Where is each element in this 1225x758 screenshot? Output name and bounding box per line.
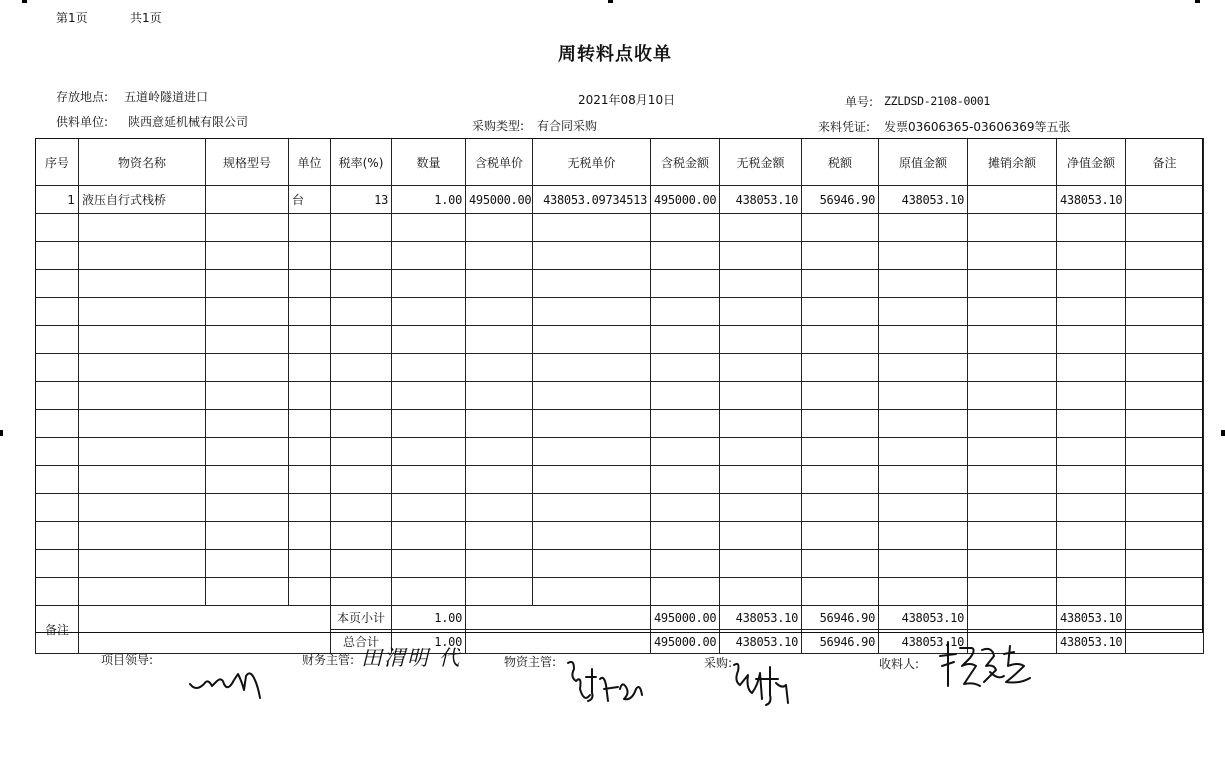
column-header: 单位	[289, 139, 331, 186]
cell-spec	[206, 186, 289, 214]
remarks-value	[79, 606, 331, 654]
column-header: 数量	[392, 139, 466, 186]
cell-tax-rate: 13	[331, 186, 392, 214]
table-row	[36, 522, 1204, 550]
subtotal-quantity: 1.00	[392, 606, 466, 630]
cell-tax-excl-amount: 438053.10	[720, 186, 802, 214]
table-row	[36, 494, 1204, 522]
supplier-label: 供料单位:	[56, 115, 109, 129]
column-header: 无税单价	[533, 139, 651, 186]
cell-tax-excl-price: 438053.09734513	[533, 186, 651, 214]
table-row	[36, 326, 1204, 354]
cell-material-name: 液压自行式栈桥	[79, 186, 206, 214]
location-label: 存放地点:	[56, 90, 109, 104]
project-leader-label: 项目领导:	[101, 653, 154, 667]
column-header: 含税单价	[466, 139, 533, 186]
cell-tax-incl-price: 495000.00	[466, 186, 533, 214]
table-header-row	[36, 139, 1204, 186]
purchase-label: 采购:	[704, 656, 733, 670]
scan-edge-mark	[22, 0, 27, 3]
column-header: 无税金额	[720, 139, 802, 186]
subtotal-original-value: 438053.10	[879, 606, 968, 630]
document-date: 2021年08月10日	[578, 93, 676, 107]
table-row	[36, 438, 1204, 466]
subtotal-net-value: 438053.10	[1057, 606, 1126, 630]
table-row	[36, 466, 1204, 494]
order-number: ZZLDSD-2108-0001	[884, 94, 990, 108]
total-tax-incl-amount: 495000.00	[651, 630, 720, 654]
location-value: 五道岭隧道进口	[124, 90, 209, 104]
cell-remark	[1126, 186, 1204, 214]
cell-unit: 台	[289, 186, 331, 214]
voucher-value: 发票03606365-03606369等五张	[884, 120, 1071, 134]
column-header: 备注	[1126, 139, 1204, 186]
cell-index: 1	[36, 186, 79, 214]
table-row	[36, 242, 1204, 270]
column-header: 税率(%)	[331, 139, 392, 186]
subtotal-tax-incl-amount: 495000.00	[651, 606, 720, 630]
remarks-label: 备注	[36, 606, 79, 654]
table-row	[36, 186, 1204, 214]
scan-edge-mark	[608, 0, 613, 3]
finance-label: 财务主管:	[302, 653, 355, 667]
purchase-signature	[726, 655, 796, 710]
table-row	[36, 354, 1204, 382]
total-label: 总合计	[331, 630, 392, 654]
voucher-label: 来料凭证:	[818, 120, 871, 134]
receiver-signature	[934, 636, 1034, 696]
cell-tax-incl-amount: 495000.00	[651, 186, 720, 214]
subtotal-tax-excl-amount: 438053.10	[720, 606, 802, 630]
table-row	[36, 270, 1204, 298]
project-leader-signature	[186, 662, 266, 702]
document-title: 周转料点收单	[558, 44, 672, 65]
total-tax-excl-amount: 438053.10	[720, 630, 802, 654]
column-header: 原值金额	[879, 139, 968, 186]
table-row	[36, 578, 1204, 606]
column-header: 税额	[802, 139, 879, 186]
total-tax: 56946.90	[802, 630, 879, 654]
page-total: 共1页	[130, 11, 162, 25]
scan-edge-mark	[1195, 0, 1200, 3]
subtotal-tax: 56946.90	[802, 606, 879, 630]
materials-label: 物资主管:	[504, 655, 557, 669]
cell-tax: 56946.90	[802, 186, 879, 214]
receipt-table	[35, 138, 1204, 654]
purchase-type-label: 采购类型:	[472, 119, 525, 133]
table-row	[36, 550, 1204, 578]
finance-signature: 田渭明 代	[361, 646, 462, 670]
receiver-label: 收料人:	[879, 657, 920, 671]
scan-edge-mark	[1221, 430, 1225, 436]
supplier-value: 陕西意延机械有限公司	[128, 115, 249, 129]
page-current: 第1页	[56, 11, 88, 25]
table-row	[36, 298, 1204, 326]
cell-net-value: 438053.10	[1057, 186, 1126, 214]
column-header: 物资名称	[79, 139, 206, 186]
cell-amortization	[968, 186, 1057, 214]
materials-supervisor-signature	[560, 655, 650, 710]
cell-original-value: 438053.10	[879, 186, 968, 214]
total-net-value: 438053.10	[1057, 630, 1126, 654]
table-row	[36, 410, 1204, 438]
column-header: 规格型号	[206, 139, 289, 186]
column-header: 序号	[36, 139, 79, 186]
column-header: 摊销余额	[968, 139, 1057, 186]
total-original-value: 438053.10	[879, 630, 968, 654]
subtotal-row	[36, 606, 1204, 630]
subtotal-label: 本页小计	[331, 606, 392, 630]
total-quantity: 1.00	[392, 630, 466, 654]
table-row	[36, 382, 1204, 410]
purchase-type-value: 有合同采购	[537, 119, 598, 133]
order-label: 单号:	[845, 95, 874, 109]
column-header: 含税金额	[651, 139, 720, 186]
table-row	[36, 214, 1204, 242]
cell-quantity: 1.00	[392, 186, 466, 214]
scan-edge-mark	[0, 430, 3, 436]
column-header: 净值金额	[1057, 139, 1126, 186]
